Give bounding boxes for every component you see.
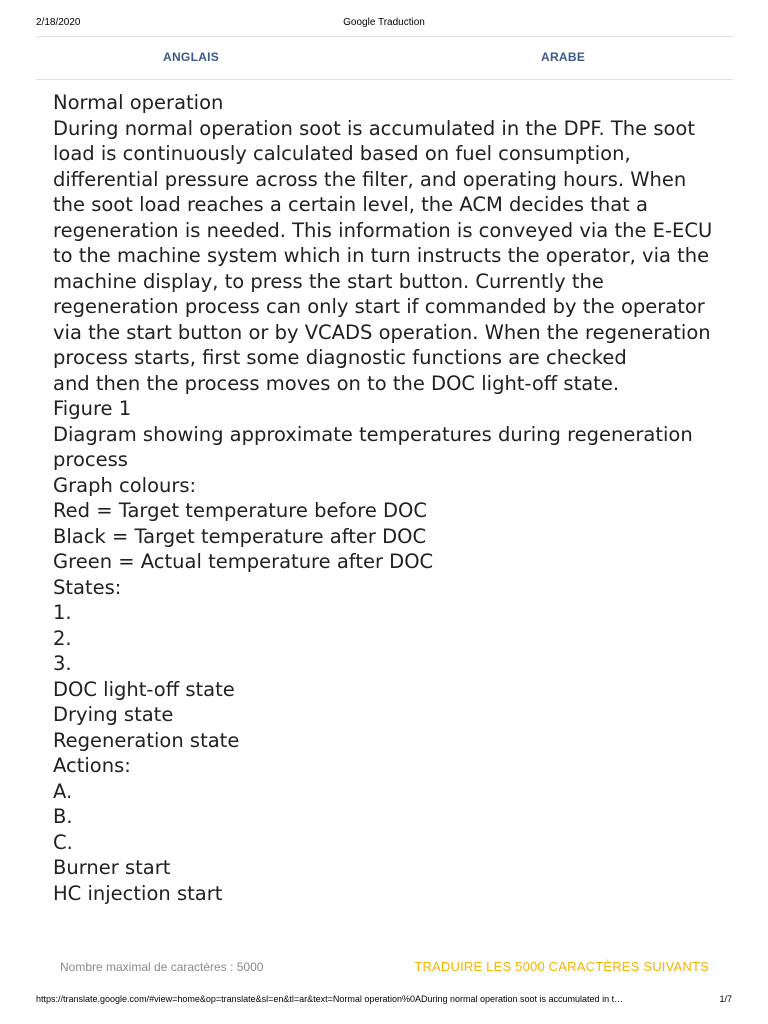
- print-date: 2/18/2020: [36, 17, 81, 28]
- language-bar: [36, 36, 733, 80]
- target-language-tab[interactable]: ARABE: [541, 50, 586, 64]
- print-page-title: Google Traduction: [343, 17, 425, 28]
- page-number: 1/7: [719, 994, 732, 1004]
- character-limit-label: Nombre maximal de caractères : 5000: [60, 960, 264, 974]
- print-footer: [36, 994, 732, 1008]
- source-language-tab[interactable]: ANGLAIS: [163, 50, 220, 64]
- translate-next-button[interactable]: TRADUIRE LES 5000 CARACTÈRES SUIVANTS: [414, 959, 709, 974]
- print-url: https://translate.google.com/#view=home&op=translate&sl=en&tl=ar&text=Normal operation%0ADuring normal operation soot is accumulated in t…: [36, 994, 624, 1004]
- print-header: [36, 17, 732, 31]
- translation-footer: [36, 948, 733, 986]
- source-text-area[interactable]: Normal operation During normal operation soot is accumulated in the DPF. The soot load is continuously calculated based on fuel consumption, differential pressure across the filter, and operating hours. When the soot load reaches a certain level, the ACM decides that a regeneration is needed. This information is conveyed via the E-ECU to the machine system which in turn instructs the operator, via the machine display, to press the start button. Currently the regeneration process can only start if commanded by the operator via the start button or by VCADS operation. When the regeneration process starts, first some diagnostic functions are checked and then the process moves on to the DOC light-off state. Figure 1 Diagram showing approximate temperatures during regeneration process Graph colours: Red = Target temperature before DOC Black = Target temperature after DOC Green = Actual temperature after DOC States: 1. 2. 3. DOC light-off state Drying state Regeneration state Actions: A. B. C. Burner start HC injection start: [53, 91, 713, 905]
